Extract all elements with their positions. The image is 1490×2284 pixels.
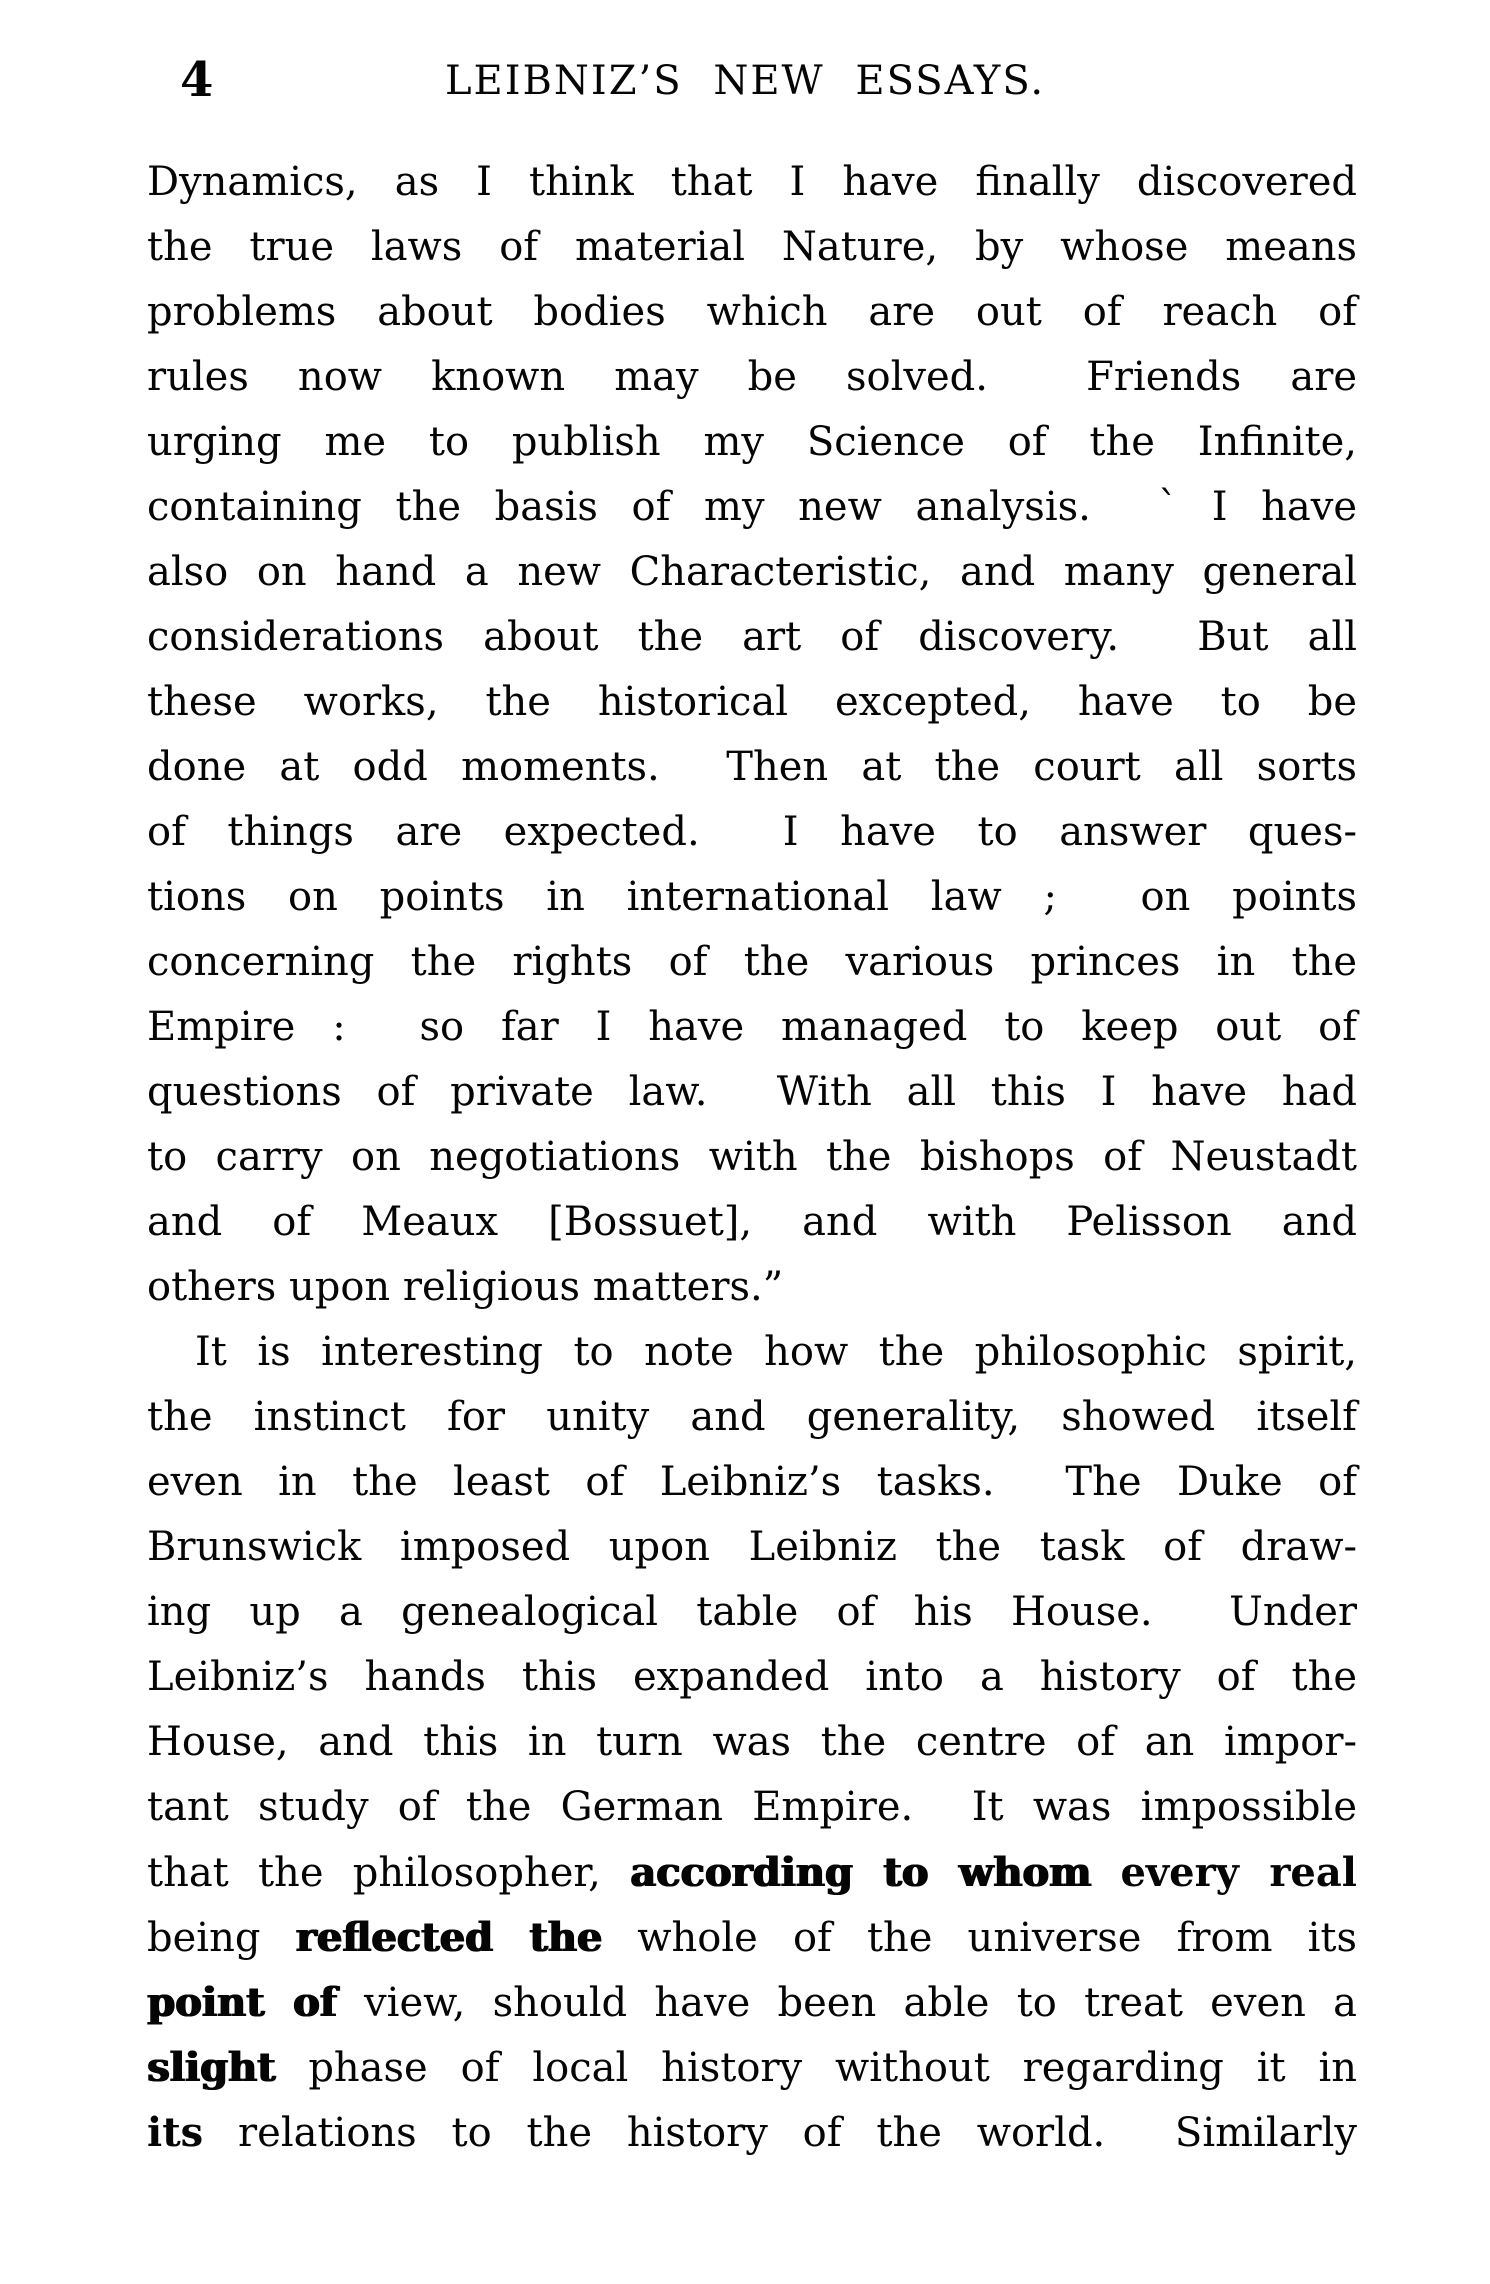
text-line bbox=[147, 1060, 1357, 1125]
text-line bbox=[147, 1775, 1357, 1840]
text-segment: Dynamics, as I think that I have finally discovered bbox=[147, 159, 1357, 205]
text-segment: Empire : so far I have managed to keep out of bbox=[147, 1004, 1357, 1050]
text-segment: urging me to publish my Science of the Infinite, bbox=[147, 419, 1357, 465]
text-segment: done at odd moments. Then at the court all sorts bbox=[147, 744, 1357, 790]
text-segment: Leibniz’s hands this expanded into a history of the bbox=[147, 1654, 1357, 1700]
text-line bbox=[147, 215, 1357, 280]
text-segment: view, should have been able to treat even a bbox=[336, 1980, 1357, 2026]
text-segment: these works, the historical excepted, have to be bbox=[147, 679, 1357, 725]
text-segment: being bbox=[147, 1915, 296, 1961]
text-line bbox=[147, 1125, 1357, 1190]
page-header bbox=[0, 0, 1490, 130]
text-segment: reflected the bbox=[295, 1914, 603, 1961]
text-segment: that the philosopher, bbox=[147, 1850, 631, 1896]
text-line bbox=[147, 670, 1357, 735]
text-segment: concerning the rights of the various princes in the bbox=[147, 939, 1357, 985]
text-segment: others upon religious matters.” bbox=[147, 1264, 784, 1310]
text-segment: ing up a genealogical table of his House. Under bbox=[147, 1589, 1357, 1635]
text-segment: according to whom bbox=[630, 1849, 1092, 1896]
text-line bbox=[147, 995, 1357, 1060]
text-line bbox=[147, 1385, 1357, 1450]
page-body bbox=[147, 150, 1357, 2165]
text-line bbox=[147, 1515, 1357, 1580]
text-segment: House, and this in turn was the centre of an impor- bbox=[147, 1719, 1357, 1765]
text-segment: of things are expected. I have to answer ques- bbox=[147, 809, 1357, 855]
text-segment: problems about bodies which are out of reach of bbox=[147, 289, 1357, 335]
text-segment: point of bbox=[147, 1979, 337, 2026]
text-segment: rules now known may be solved. Friends are bbox=[147, 354, 1357, 400]
text-line bbox=[147, 150, 1357, 215]
text-segment: also on hand a new Characteristic, and many general bbox=[147, 549, 1357, 595]
text-segment: Brunswick imposed upon Leibniz the task of draw- bbox=[147, 1524, 1357, 1570]
text-segment: considerations about the art of discovery. But all bbox=[147, 614, 1357, 660]
text-line bbox=[147, 1580, 1357, 1645]
text-line bbox=[147, 865, 1357, 930]
text-segment bbox=[1091, 1850, 1120, 1896]
text-segment: the instinct for unity and generality, showed itself bbox=[147, 1394, 1357, 1440]
running-title: LEIBNIZ’S NEW ESSAYS. bbox=[444, 58, 1046, 104]
text-line bbox=[147, 1645, 1357, 1710]
text-line bbox=[147, 2100, 1357, 2165]
text-line bbox=[147, 1905, 1357, 1970]
text-line bbox=[147, 2035, 1357, 2100]
text-segment: and of Meaux [Bossuet], and with Pelisson and bbox=[147, 1199, 1357, 1245]
text-segment: its bbox=[147, 2109, 204, 2156]
text-segment: containing the basis of my new analysis. ` I have bbox=[147, 484, 1357, 530]
text-line bbox=[147, 280, 1357, 345]
paragraph bbox=[147, 150, 1357, 1320]
text-line bbox=[147, 605, 1357, 670]
text-segment: It is interesting to note how the philosophic spirit, bbox=[195, 1329, 1357, 1375]
text-segment: tions on points in international law ; on points bbox=[147, 874, 1357, 920]
text-line bbox=[147, 1970, 1357, 2035]
text-segment: to carry on negotiations with the bishops of Neustadt bbox=[147, 1134, 1357, 1180]
text-segment: every real bbox=[1120, 1849, 1357, 1896]
text-segment: phase of local history without regarding it in bbox=[275, 2045, 1357, 2091]
text-line bbox=[147, 540, 1357, 605]
text-segment: even in the least of Leibniz’s tasks. The Duke of bbox=[147, 1459, 1357, 1505]
paragraph bbox=[147, 1320, 1357, 2165]
text-segment: tant study of the German Empire. It was impossible bbox=[147, 1784, 1357, 1830]
text-line bbox=[147, 475, 1357, 540]
text-segment: the true laws of material Nature, by whose means bbox=[147, 224, 1357, 270]
text-segment: relations to the history of the world. Similarly bbox=[203, 2110, 1357, 2156]
text-line bbox=[147, 1710, 1357, 1775]
text-line bbox=[147, 1190, 1357, 1255]
text-line bbox=[147, 800, 1357, 865]
text-line bbox=[147, 1320, 1357, 1385]
text-segment: questions of private law. With all this I have had bbox=[147, 1069, 1357, 1115]
text-line bbox=[147, 345, 1357, 410]
text-segment: whole of the universe from its bbox=[602, 1915, 1357, 1961]
text-line bbox=[147, 1255, 1357, 1320]
text-line bbox=[147, 735, 1357, 800]
text-line bbox=[147, 1840, 1357, 1905]
text-line bbox=[147, 1450, 1357, 1515]
text-line bbox=[147, 410, 1357, 475]
page-number: 4 bbox=[180, 52, 215, 108]
text-line bbox=[147, 930, 1357, 995]
text-segment: slight bbox=[147, 2044, 276, 2091]
